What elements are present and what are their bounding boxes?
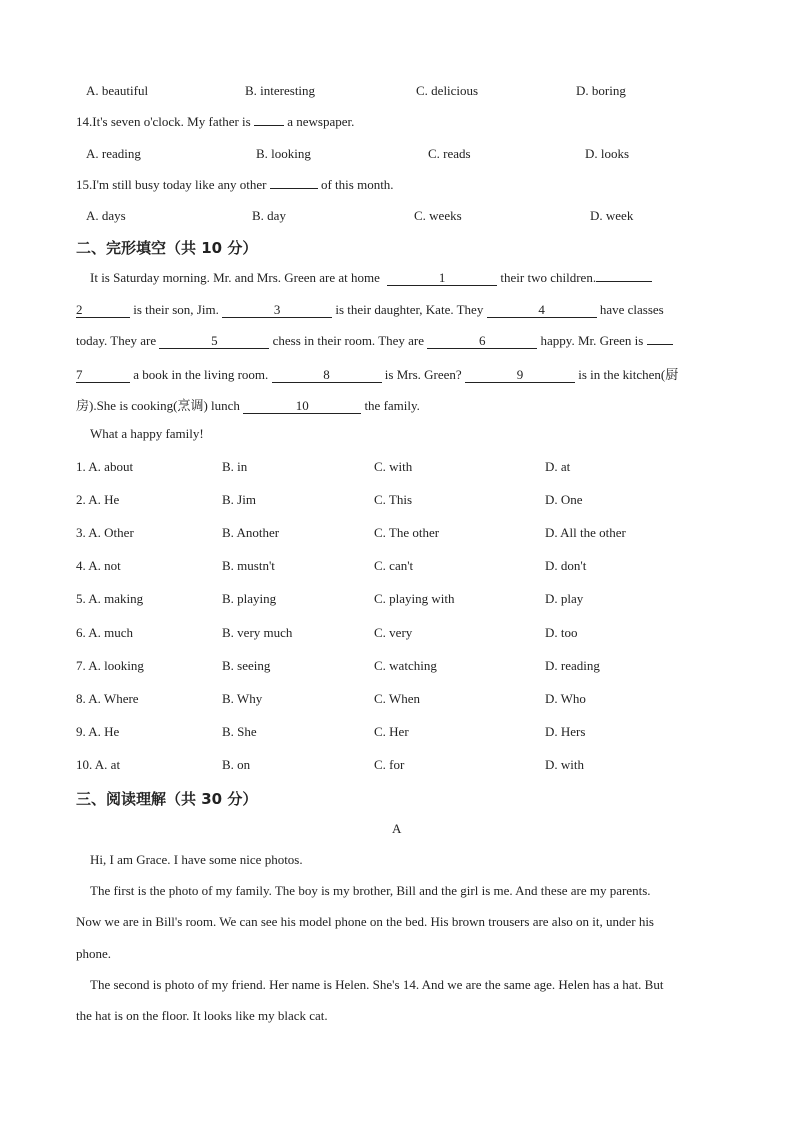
cloze-option: C. The other <box>374 525 440 540</box>
cloze-option: C. with <box>374 459 413 474</box>
cloze-blank-9: 9 <box>465 368 575 383</box>
cloze-text: It is Saturday morning. Mr. and Mrs. Green are at home <box>90 270 380 285</box>
q15-option-c: C. weeks <box>414 208 462 223</box>
cloze-option: 1. A. about <box>76 459 134 474</box>
cloze-text: chess in their room. They are <box>272 333 425 348</box>
cloze-option: 5. A. making <box>76 591 144 606</box>
reading-paragraph-2-line-1: The first is the photo of my family. The boy is my brother, Bill and the girl is me. And these are my parents. <box>90 883 651 898</box>
cloze-option: D. with <box>545 757 584 772</box>
cloze-option: 8. A. Where <box>76 691 139 706</box>
cloze-text: 房).She is cooking(烹调) lunch <box>76 398 240 413</box>
cloze-option: D. too <box>545 625 578 640</box>
cloze-blank-2: 2 <box>76 303 130 318</box>
q13-option-b: B. interesting <box>245 83 316 98</box>
cloze-option: B. very much <box>222 625 293 640</box>
reading-paragraph-2-line-3: phone. <box>76 946 112 961</box>
cloze-option: C. watching <box>374 658 437 673</box>
cloze-text: is their son, Jim. <box>133 302 219 317</box>
cloze-text: is their daughter, Kate. They <box>335 302 484 317</box>
q13-option-a: A. beautiful <box>86 83 149 98</box>
cloze-text: a book in the living room. <box>133 367 269 382</box>
cloze-option: B. mustn't <box>222 558 275 573</box>
cloze-line-5 <box>76 395 420 414</box>
cloze-blank-1: 1 <box>387 271 497 286</box>
cloze-option: B. Why <box>222 691 263 706</box>
section3-heading: 三、阅读理解（共 30 分） <box>76 790 258 808</box>
q15-blank <box>270 188 318 189</box>
cloze-text: the family. <box>364 398 420 413</box>
q14-stem-before: 14.It's seven o'clock. My father is <box>76 114 251 129</box>
cloze-option: C. playing with <box>374 591 455 606</box>
cloze-option: D. Who <box>545 691 586 706</box>
q15-option-b: B. day <box>252 208 286 223</box>
q15-option-d: D. week <box>590 208 634 223</box>
cloze-text: their two children. <box>500 270 597 285</box>
cloze-option: C. very <box>374 625 413 640</box>
q15-stem-after: of this month. <box>320 177 394 192</box>
q14-option-b: B. looking <box>256 146 311 161</box>
cloze-option: D. at <box>545 459 571 474</box>
cloze-option: B. playing <box>222 591 277 606</box>
q15-option-a: A. days <box>86 208 126 223</box>
cloze-blank-10: 10 <box>243 399 361 414</box>
cloze-option: B. She <box>222 724 257 739</box>
cloze-option: D. One <box>545 492 583 507</box>
cloze-option: B. in <box>222 459 248 474</box>
cloze-line-2 <box>76 302 664 318</box>
cloze-text: happy. Mr. Green is <box>540 333 644 348</box>
q13-option-c: C. delicious <box>416 83 479 98</box>
q15-stem-before: 15.I'm still busy today like any other <box>76 177 267 192</box>
section2-heading: 二、完形填空（共 10 分） <box>76 239 258 257</box>
cloze-option: D. don't <box>545 558 587 573</box>
reading-paragraph-2-line-2: Now we are in Bill's room. We can see his model phone on the bed. His brown trousers are also on it, under his <box>76 914 654 929</box>
q14-stem <box>76 114 354 130</box>
cloze-option: 4. A. not <box>76 558 121 573</box>
reading-paragraph-3-line-2: the hat is on the floor. It looks like my black cat. <box>76 1008 328 1023</box>
q14-option-c: C. reads <box>428 146 471 161</box>
cloze-option: 9. A. He <box>76 724 120 739</box>
cloze-option: B. on <box>222 757 251 772</box>
cloze-option: 7. A. looking <box>76 658 144 673</box>
cloze-option: B. Jim <box>222 492 256 507</box>
q13-option-d: D. boring <box>576 83 626 98</box>
cloze-text: is Mrs. Green? <box>384 367 462 382</box>
q14-option-d: D. looks <box>585 146 630 161</box>
cloze-blank-3: 3 <box>222 303 332 318</box>
cloze-line-4 <box>76 364 678 383</box>
q14-stem-after: a newspaper. <box>287 114 355 129</box>
cloze-blank-7-start <box>647 344 673 345</box>
cloze-line-3 <box>76 333 673 349</box>
cloze-option: D. All the other <box>545 525 626 540</box>
cloze-text: is in the kitchen(厨 <box>578 367 679 382</box>
q15-stem <box>76 177 394 193</box>
cloze-option: D. play <box>545 591 584 606</box>
cloze-option: B. seeing <box>222 658 271 673</box>
cloze-text: today. They are <box>76 333 157 348</box>
cloze-option: 10. A. at <box>76 757 121 772</box>
cloze-option: C. can't <box>374 558 414 573</box>
cloze-blank-6: 6 <box>427 334 537 349</box>
cloze-option: C. Her <box>374 724 409 739</box>
cloze-option: C. When <box>374 691 420 706</box>
cloze-option: 3. A. Other <box>76 525 134 540</box>
cloze-option: C. This <box>374 492 413 507</box>
cloze-blank-2-start <box>596 281 652 282</box>
cloze-line-6: What a happy family! <box>90 426 204 441</box>
cloze-blank-8: 8 <box>272 368 382 383</box>
cloze-text: have classes <box>599 302 664 317</box>
reading-paragraph-3-line-1: The second is photo of my friend. Her name is Helen. She's 14. And we are the same age. Helen has a hat. But <box>90 977 664 992</box>
cloze-blank-7: 7 <box>76 368 130 383</box>
cloze-option: D. Hers <box>545 724 586 739</box>
q14-blank <box>254 125 284 126</box>
cloze-option: 6. A. much <box>76 625 134 640</box>
reading-part-label: A <box>392 821 402 836</box>
reading-paragraph-1: Hi, I am Grace. I have some nice photos. <box>90 852 303 867</box>
cloze-option: 2. A. He <box>76 492 120 507</box>
cloze-line-1 <box>90 270 652 286</box>
cloze-option: D. reading <box>545 658 600 673</box>
cloze-option: C. for <box>374 757 405 772</box>
cloze-blank-4: 4 <box>487 303 597 318</box>
cloze-option: B. Another <box>222 525 280 540</box>
q14-option-a: A. reading <box>86 146 141 161</box>
cloze-blank-5: 5 <box>159 334 269 349</box>
